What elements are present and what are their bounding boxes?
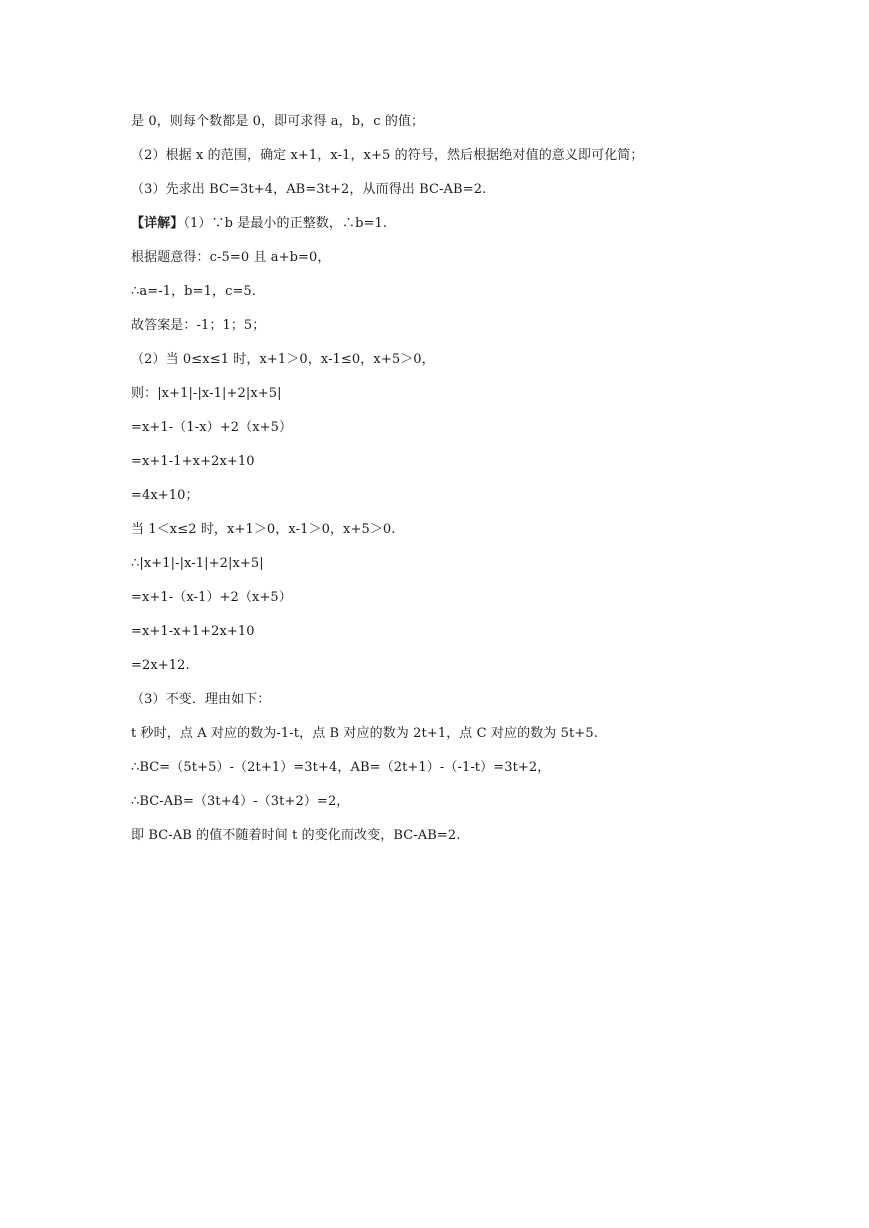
text-line: 即 BC-AB 的值不随着时间 t 的变化而改变，BC-AB=2. xyxy=(131,828,461,843)
solution-text xyxy=(131,111,771,859)
text-line: 是 0，则每个数都是 0，即可求得 a，b，c 的值； xyxy=(131,114,425,129)
text-line: （1）∵b 是最小的正整数，∴b=1. xyxy=(183,216,388,231)
text-line: =2x+12. xyxy=(131,658,190,673)
detail-line xyxy=(131,213,771,247)
detail-heading: 【详解】 xyxy=(131,216,184,231)
text-line: （3）先求出 BC=3t+4，AB=3t+2，从而得出 BC-AB=2. xyxy=(131,182,487,197)
text-line: t 秒时，点 A 对应的数为-1-t，点 B 对应的数为 2t+1，点 C 对应的数为 5t+5. xyxy=(131,726,598,741)
text-line: =x+1-（x-1）+2（x+5） xyxy=(131,590,292,605)
text-line: ∴a=-1，b=1，c=5. xyxy=(131,284,257,299)
text-line: （2）当 0≤x≤1 时，x+1＞0，x-1≤0，x+5＞0， xyxy=(131,352,435,367)
text-line: ∴BC=（5t+5）-（2t+1）=3t+4，AB=（2t+1）-（-1-t）=3t+2， xyxy=(131,760,551,775)
text-line: 则：|x+1|-|x-1|+2|x+5| xyxy=(131,386,282,401)
text-line: 当 1＜x≤2 时，x+1＞0，x-1＞0，x+5＞0. xyxy=(131,522,396,537)
text-line: 故答案是：-1；1；5； xyxy=(131,318,266,333)
text-line: （3）不变．理由如下： xyxy=(131,692,271,707)
text-line: ∴|x+1|-|x-1|+2|x+5| xyxy=(131,556,264,571)
text-line: =x+1-1+x+2x+10 xyxy=(131,454,255,469)
text-line: =x+1-x+1+2x+10 xyxy=(131,624,255,639)
text-line: （2）根据 x 的范围，确定 x+1，x-1，x+5 的符号，然后根据绝对值的意义即可化简； xyxy=(131,148,644,163)
text-line: =4x+10； xyxy=(131,488,199,503)
text-line: =x+1-（1-x）+2（x+5） xyxy=(131,420,293,435)
text-line: 根据题意得：c-5=0 且 a+b=0， xyxy=(131,250,331,265)
text-line: ∴BC-AB=（3t+4）-（3t+2）=2， xyxy=(131,794,350,809)
